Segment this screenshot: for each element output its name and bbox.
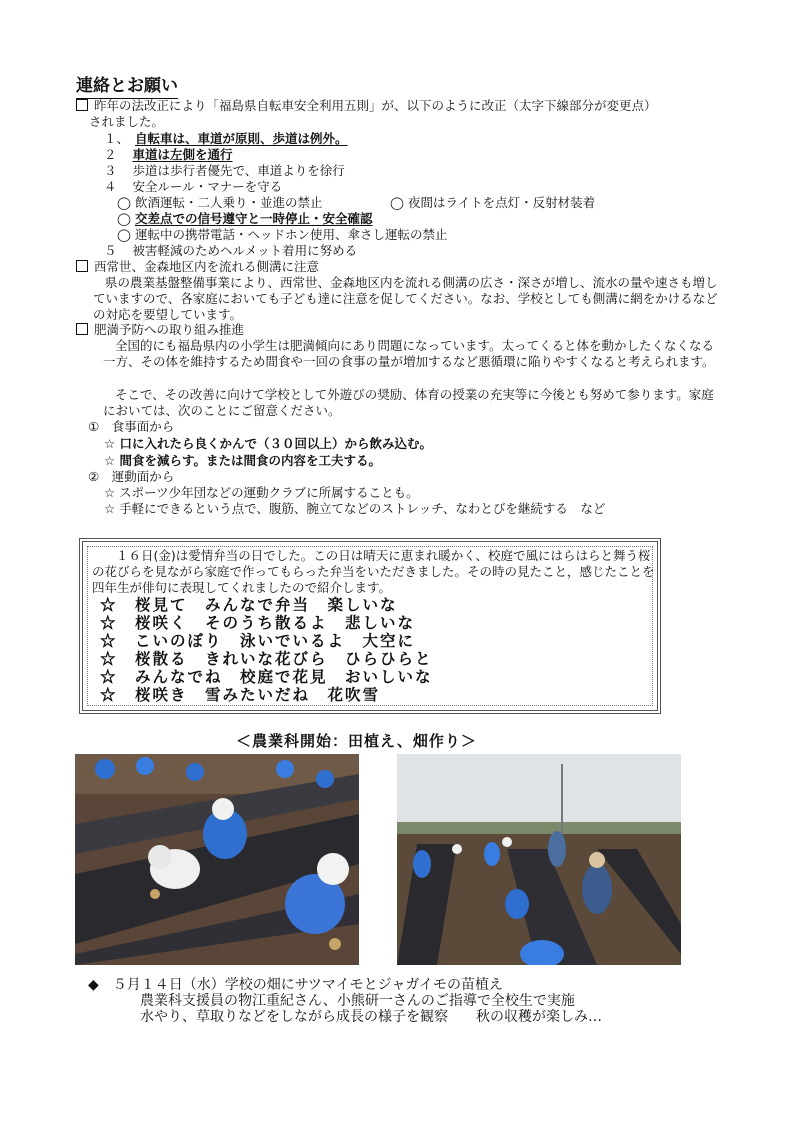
haiku-intro <box>92 548 657 596</box>
haiku-line: ☆ みんなでね 校庭で花見 おいしいな <box>100 667 433 686</box>
checkbox-square-icon <box>76 323 88 335</box>
exercise-tip-club: ☆ スポーツ少年団などの運動クラブに所属することも。 <box>104 485 419 500</box>
exercise-title: ② 運動面から <box>88 469 175 484</box>
section-bicycle-lead <box>76 98 657 114</box>
haiku-intro-text: １６日(金)は愛情弁当の日でした。この日は晴天に恵まれ暖かく、校庭で風にはらはらと舞う桜の花びらを見ながら家庭で作ってもらった弁当をいただきました。その時の見たこと，感じたことを四年生が俳句に表現してくれましたので紹介します。 <box>92 548 655 595</box>
rule-number: １、 <box>104 131 130 146</box>
rule-text: 歩道は歩行者優先で、車道よりを徐行 <box>132 163 345 178</box>
food-tip-snack: ☆ 間食を減らす。または間食の内容を工夫する。 <box>104 453 382 468</box>
rule-number: ４ <box>104 179 117 194</box>
obesity-title-text: 肥満予防への取り組み推進 <box>94 322 245 337</box>
rule-3 <box>104 163 345 179</box>
checkbox-square-icon <box>76 260 88 272</box>
ditch-body: 県の農業基盤整備事業により、西常世、金森地区内を流れる側溝の広さ・深さが増し、流水の量や速さも増していますので、各家庭においても子ども達に注意を促してください。なお、学校としても側溝に網をかけるなどの対応を要望しています。 <box>93 275 718 322</box>
haiku-line: ☆ こいのぼり 泳いでいるよ 大空に <box>100 631 416 650</box>
rule-1 <box>104 131 348 147</box>
rule-4-sub-drunk: ◯ 飲酒運転・二人乗り・並進の禁止 <box>117 195 323 210</box>
agri-section-title: ＜農業科開始：田植え、畑作り＞ <box>236 732 477 750</box>
page-title-text: 連絡とお願い <box>76 76 178 96</box>
section-ditch-title <box>76 259 319 275</box>
rule-4-sub-night: ◯ 夜間はライトを点灯・反射材装着 <box>390 195 596 210</box>
circle-mark: ◯ <box>117 211 131 226</box>
agri-caption-observe: 水やり、草取りなどをしながら成長の様子を観察 秋の収穫が楽しみ… <box>140 1009 602 1025</box>
rule-number: ５ <box>104 243 117 258</box>
food-tip-chew: ☆ 口に入れたら良くかんで（３０回以上）から飲み込む。 <box>104 436 433 451</box>
rule-text: 安全ルール・マナーを守る <box>132 179 283 194</box>
agri-caption-date: ◆ ５月１４日（水）学校の畑にサツマイモとジャガイモの苗植え <box>88 977 503 993</box>
checkbox-square-icon <box>76 99 88 111</box>
haiku-line: ☆ 桜咲く そのうち散るよ 悲しいな <box>100 613 416 632</box>
rule-number: ２ <box>104 147 117 162</box>
rule-number: ３ <box>104 163 117 178</box>
obesity-body-1: 全国的にも福島県内の小学生は肥満傾向にあり問題になっています。太ってくると体を動かしたくなくなる一方、その体を維持するため間食や一回の食事の量が増加するなど悪循環に陥りやすくなると考えられます。 <box>103 338 715 369</box>
haiku-line: ☆ 桜咲き 雪みたいだね 花吹雪 <box>100 685 381 704</box>
haiku-line: ☆ 桜散る きれいな花びら ひらひらと <box>100 649 433 668</box>
rule-2 <box>104 147 233 163</box>
section-obesity-title <box>76 322 244 338</box>
obesity-body-2: そこで、その改善に向けて学校として外遊びの奨励、体育の授業の充実等に今後とも努めて参ります。家庭においては、次のことにご留意ください。 <box>103 387 714 418</box>
rule-4 <box>104 179 282 195</box>
rule-4-sub-phone: ◯ 運転中の携帯電話・ヘッドホン使用、傘さし運転の禁止 <box>117 227 448 242</box>
photo-field-work <box>397 754 681 965</box>
rule-4-sub-intersection <box>117 211 373 227</box>
exercise-tip-stretch: ☆ 手軽にできるという点で、腹筋、腕立てなどのストレッチ、なわとびを継続する など <box>104 501 606 516</box>
photo-potato-planting <box>75 754 359 965</box>
rule-5 <box>104 243 357 259</box>
agri-caption-support: 農業科支援員の物江重紀さん、小熊研一さんのご指導で全校生で実施 <box>140 993 575 1009</box>
rule-text: 自転車は、車道が原則、歩道は例外。 <box>135 131 348 146</box>
bicycle-lead-text: 昨年の法改正により「福島県自転車安全利用五則」が、以下のように改正（太字下線部分が変更点） <box>94 98 657 113</box>
rule-text: 被害軽減のためヘルメット着用に努める <box>132 243 358 258</box>
haiku-line: ☆ 桜見て みんなで弁当 楽しいな <box>100 595 398 614</box>
food-title: ① 食事面から <box>88 419 175 434</box>
bicycle-lead-text-2: されました。 <box>89 114 165 129</box>
page-title <box>76 75 178 97</box>
rule-text: 車道は左側を通行 <box>132 147 233 162</box>
rule-4-sub-intersection-text: 交差点での信号遵守と一時停止・安全確認 <box>134 211 373 226</box>
ditch-title-text: 西常世、金森地区内を流れる側溝に注意 <box>94 259 320 274</box>
